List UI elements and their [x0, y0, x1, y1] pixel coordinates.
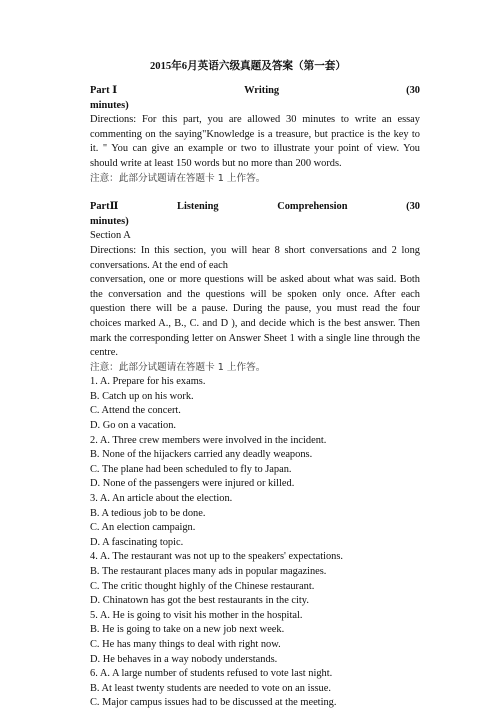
part1-time: (30: [406, 85, 420, 96]
part1-name: Writing: [244, 85, 280, 96]
list-item: C. Attend the concert.: [90, 405, 181, 417]
part2-time: (30: [406, 201, 420, 213]
list-item: C. Major campus issues had to be discussed at the meeting.: [90, 697, 337, 709]
list-item: D. A fascinating topic.: [90, 536, 184, 548]
part1-note: 注意：此部分试题请在答题卡 1 上作答。: [90, 172, 266, 184]
part2-note: 注意：此部分试题请在答题卡 1 上作答。: [90, 361, 266, 373]
list-item: D. Go on a vacation.: [90, 420, 176, 432]
part2-label: PartⅡ: [90, 201, 119, 213]
list-item: 1. A. Prepare for his exams.: [90, 376, 206, 388]
part1-heading: [90, 84, 420, 99]
list-item: 2. A. Three crew members were involved in the incident.: [90, 434, 327, 446]
list-item: C. The plane had been scheduled to fly to Japan.: [90, 463, 292, 475]
list-item: 6. A. A large number of students refused to vote last night.: [90, 668, 333, 680]
list-item: 5. A. He is going to visit his mother in the hospital.: [90, 609, 303, 621]
section-a-heading: Section A: [90, 230, 131, 242]
document-body: [90, 84, 420, 711]
list-item: B. None of the hijackers carried any deadly weapons.: [90, 449, 313, 461]
part2-time-close: minutes): [90, 215, 129, 227]
part2-directions-a: Directions: In this section, you will hear 8 short conversations and 2 long conversations. At the end of each: [90, 244, 420, 271]
part1-label: Part Ⅰ: [90, 85, 118, 96]
part2-name1: Listening: [177, 201, 219, 213]
list-item: B. The restaurant places many ads in popular magazines.: [90, 566, 327, 577]
document-title: 2015年6月英语六级真题及答案（第一套）: [150, 61, 346, 72]
list-item: 3. A. An article about the election.: [90, 493, 233, 505]
part1-directions: Directions: For this part, you are allowed 30 minutes to write an essay commenting on the saying"Knowledge is a treasure, but practice is the key to it. " You can give an example or two to illustrate your point of view. You should write at least 150 words but no more than 200 words.: [90, 114, 420, 169]
list-item: B. Catch up on his work.: [90, 390, 194, 402]
list-item: C. An election campaign.: [90, 522, 196, 534]
list-item: C. He has many things to deal with right now.: [90, 638, 281, 650]
list-item: D. None of the passengers were injured or killed.: [90, 478, 295, 490]
part2-heading: [90, 200, 420, 215]
part1-time-close: minutes): [90, 99, 129, 111]
list-item: B. A tedious job to be done.: [90, 507, 206, 519]
question-list: [90, 375, 420, 711]
list-item: C. The critic thought highly of the Chinese restaurant.: [90, 580, 315, 592]
list-item: B. He is going to take on a new job next week.: [90, 624, 285, 636]
part2-directions-b: conversation, one or more questions will be asked about what was said. Both the conversation and the questions will be spoken only once. After each question there will be a pause. During the pause, you must read the four choices marked A., B., C. and D ), and decide which is the best answer. Then mark the corresponding letter on Answer Sheet 1 with a single line through the centre.: [90, 274, 420, 359]
list-item: D. Chinatown has got the best restaurants in the city.: [90, 595, 309, 607]
list-item: B. At least twenty students are needed to vote on an issue.: [90, 682, 331, 694]
list-item: D. He behaves in a way nobody understands.: [90, 653, 278, 665]
part2-name2: Comprehension: [277, 201, 348, 213]
list-item: 4. A. The restaurant was not up to the speakers' expectations.: [90, 551, 344, 563]
